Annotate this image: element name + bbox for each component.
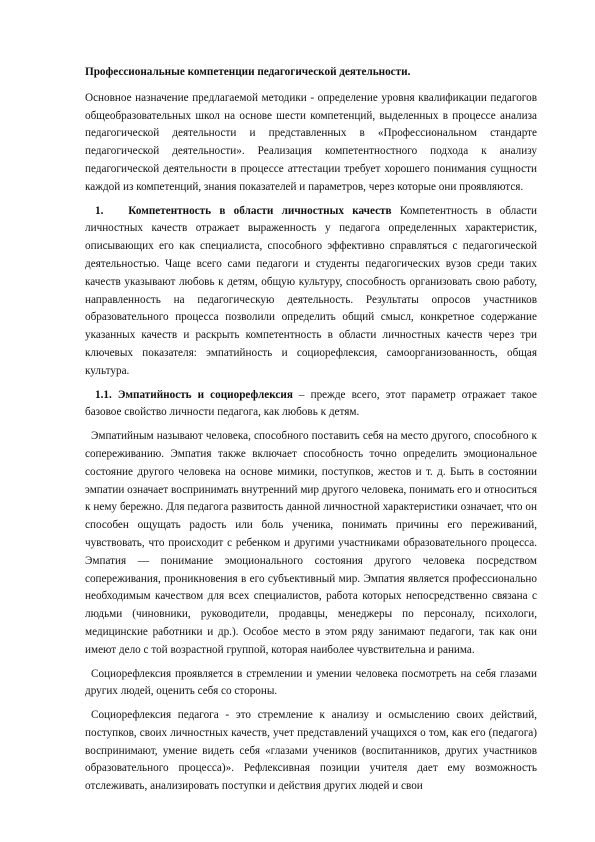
document-title: Профессиональные компетенции педагогической деятельности. [85, 66, 411, 78]
section-1-1-paragraph [85, 387, 537, 423]
section-1-heading: Компетентность в области личностных качеств [128, 204, 392, 217]
section-1-number: 1. [95, 204, 104, 217]
section-1-1-heading: 1.1. Эмпатийность и социорефлексия [95, 388, 293, 401]
section-1-1-text: – прежде всего, этот параметр отражает такое базовое свойство личности педагога, как любовь к детям. [85, 388, 537, 419]
paragraph-empathy: Эмпатийным называют человека, способного поставить себя на место другого, способного к сопереживанию. Эмпатия также включает способность точно определить эмоциональное состояние другого человека на основе мимики, поступков, жестов и т. д. Быть в состоянии эмпатии означает воспринимать внутренний мир другого человека, понимать его и относиться к нему бережно. Для педагога развитость данной личностной характеристики означает, что он способен ощущать радость или боль ученика, понимать причины его переживаний, чувствовать, что происходит с ребенком и другими участниками образовательного процесса. Эмпатия — понимание эмоционального состояния другого человека посредством сопереживания, проникновения в его субъективный мир. Эмпатия является профессионально необходимым качеством для всех специалистов, работа которых непосредственно связана с людьми (чиновники, руководители, продавцы, менеджеры по персоналу, психологи, медицинские работники и др.). Особое место в этом ряду занимают педагоги, так как они имеют дело с той возрастной группой, которая наиболее чувствительна и ранима. [85, 430, 537, 656]
intro-paragraph: Основное назначение предлагаемой методики - определение уровня квалификации педагогов общеобразовательных школ на основе шести компетенций, выделенных в процессе анализа педагогической деятельности и представленных в «Профессиональном стандарте педагогической деятельности». Реализация компетентностного подхода к анализу педагогической деятельности в процессе аттестации требует хорошего понимания сущности каждой из компетенций, знания показателей и параметров, через которые они проявляются. [85, 91, 537, 193]
paragraph-teacher-reflexion: Социорефлексия педагога - это стремление к анализу и осмыслению своих действий, поступков, своих личностных качеств, учет представлений учащихся о том, как его (педагога) воспринимают, умение видеть себя «глазами учеников (воспитанников, других участников образовательного процесса)». Рефлексивная позиции учителя дает ему возможность отслеживать, анализировать поступки и действия других людей и свои [85, 709, 537, 793]
section-1-text: Компетентность в области личностных качеств отражает выраженность у педагога определенных характеристик, описывающих его как специалиста, способного эффективно справляться с педагогической деятельностью. Чаще всего сами педагоги и студенты педагогических вузов среди таких качеств указывают любовь к детям, общую культуру, способность организовать свою работу, направленность на педагогическую деятельность. Результаты опросов участников образовательного процесса позволили определить общий смысл, конкретное содержание указанных качеств и раскрыть компетентность в области личностных качеств через три ключевых показателя: эмпатийность и социорефлексия, самоорганизованность, общая культура. [85, 204, 538, 377]
paragraph-socioreflexion: Социорефлексия проявляется в стремлении и умении человека посмотреть на себя глазами других людей, оценить себя со стороны. [85, 667, 537, 698]
section-1-paragraph [85, 203, 537, 381]
